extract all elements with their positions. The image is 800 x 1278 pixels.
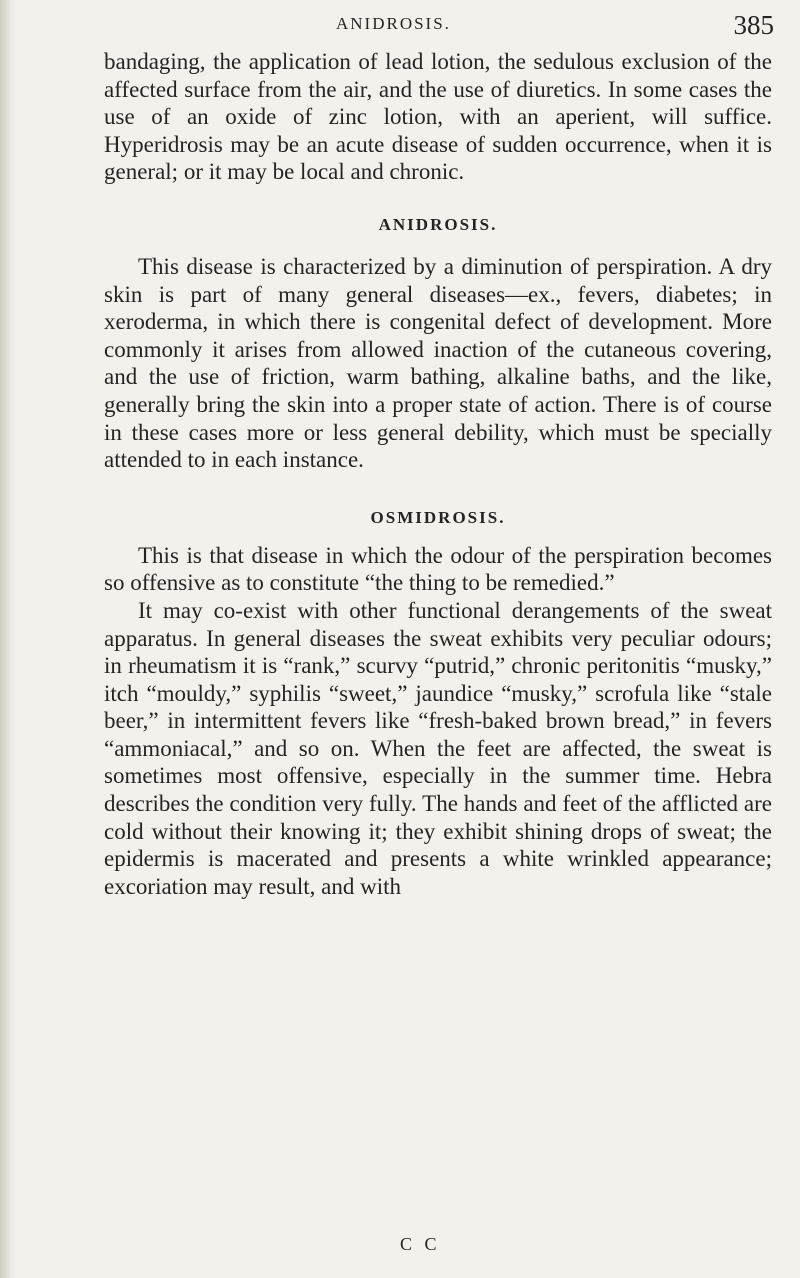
paragraph-hyperidrosis-continued: bandaging, the application of lead lotion, the sedulous exclusion of the affected surface from the air, and the use of diuretics. In some cases the use of an oxide of zinc lotion, with an aperient, will suffice. Hyperidrosis may be an acute disease of sudden occurrence, when it is general; or it may be local and chronic. [104, 49, 772, 185]
running-head [100, 10, 780, 44]
signature-mark: C C [400, 1234, 441, 1254]
page-gutter-shadow [0, 0, 16, 1278]
running-title: ANIDROSIS. [336, 14, 451, 33]
page-number: 385 [733, 10, 774, 40]
paragraph-osmidrosis-definition: This is that disease in which the odour of the perspiration becomes so offensive as to constitute “the thing to be remedied.” [104, 542, 772, 596]
paragraph-anidrosis: This disease is characterized by a diminution of perspiration. A dry skin is part of many general diseases—ex., fevers, diabetes; in xeroderma, in which there is congenital defect of development. More commonly it arises from allowed inaction of the cutaneous covering, and the use of friction, warm bathing, alkaline baths, and the like, generally bring the skin into a proper state of action. There is of course in these cases more or less general debility, which must be specially attended to in each instance. [104, 253, 772, 473]
section-heading-osmidrosis: OSMIDROSIS. [370, 507, 506, 527]
body-text [104, 48, 772, 900]
section-heading-anidrosis: ANIDROSIS. [378, 214, 498, 234]
paragraph-osmidrosis-odours: It may co-exist with other functional derangements of the sweat apparatus. In general diseases the sweat exhibits very peculiar odours; in rheumatism it is “rank,” scurvy “putrid,” chronic peritonitis “musky,” itch “mouldy,” syphilis “sweet,” jaundice “musky,” scrofula like “stale beer,” in intermittent fevers like “fresh-baked brown bread,” in fevers “ammoniacal,” and so on. When the feet are affected, the sweat is sometimes most offensive, especially in the summer time. Hebra describes the condition very fully. The hands and feet of the afflicted are cold without their knowing it; they exhibit shining drops of sweat; the epidermis is macerated and presents a white wrinkled appearance; excoriation may result, and with [104, 597, 772, 899]
